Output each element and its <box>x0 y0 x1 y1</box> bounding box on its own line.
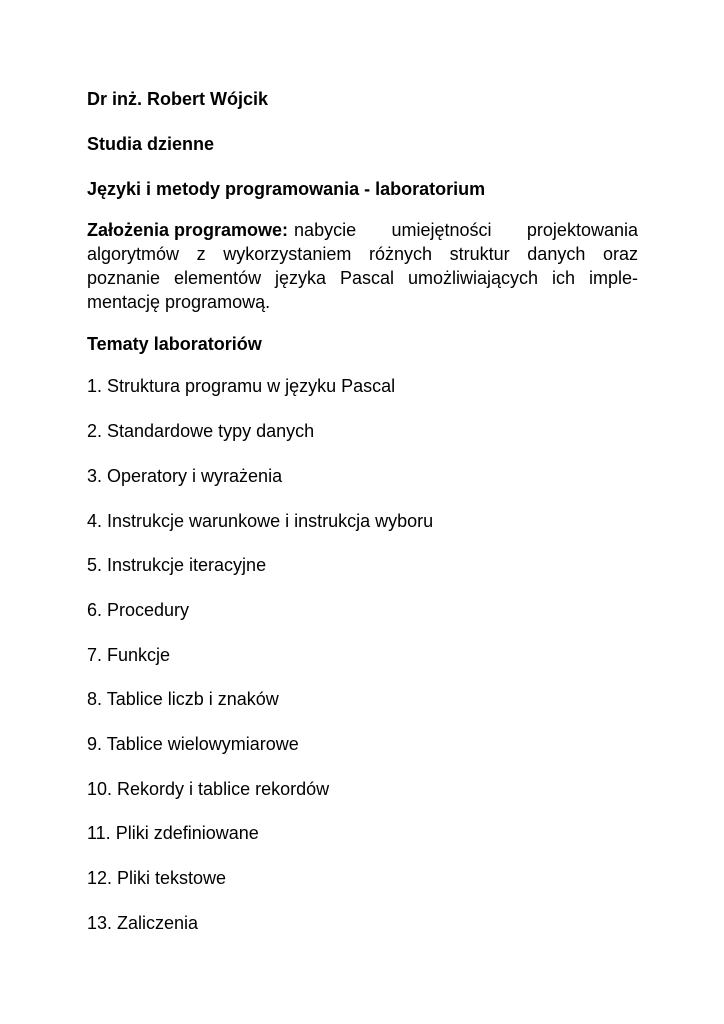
assumptions-text-3: poznanie elementów języka Pascal umożliwiających ich imple- <box>87 268 638 288</box>
list-item: 8. Tablice liczb i znaków <box>87 689 279 709</box>
list-item: 10. Rekordy i tablice rekordów <box>87 779 330 799</box>
assumptions-text-4: mentację programową. <box>87 292 271 312</box>
list-item: 4. Instrukcje warunkowe i instrukcja wyboru <box>87 511 434 531</box>
assumptions-label: Założenia programowe: <box>87 220 289 240</box>
list-item: 6. Procedury <box>87 600 190 620</box>
list-item: 7. Funkcje <box>87 645 171 665</box>
list-item: 11. Pliki zdefiniowane <box>87 823 259 843</box>
author-name: Dr inż. Robert Wójcik <box>87 89 269 109</box>
assumptions-text-2: algorytmów z wykorzystaniem różnych struktur danych oraz <box>87 244 638 264</box>
list-item: 2. Standardowe typy danych <box>87 421 315 441</box>
list-item: 5. Instrukcje iteracyjne <box>87 555 267 575</box>
list-item: 13. Zaliczenia <box>87 913 199 933</box>
program-assumptions <box>87 218 638 314</box>
course-title: Języki i metody programowania - laboratorium <box>87 179 486 199</box>
list-item: 3. Operatory i wyrażenia <box>87 466 283 486</box>
study-mode: Studia dzienne <box>87 134 215 154</box>
list-item: 9. Tablice wielowymiarowe <box>87 734 299 754</box>
list-item: 12. Pliki tekstowe <box>87 868 227 888</box>
assumptions-text-1: nabycie umiejętności projektowania <box>294 220 638 240</box>
document-page <box>87 0 638 1024</box>
list-item: 1. Struktura programu w języku Pascal <box>87 376 396 396</box>
topics-heading: Tematy laboratoriów <box>87 334 262 354</box>
assumptions-line-1 <box>87 218 638 242</box>
